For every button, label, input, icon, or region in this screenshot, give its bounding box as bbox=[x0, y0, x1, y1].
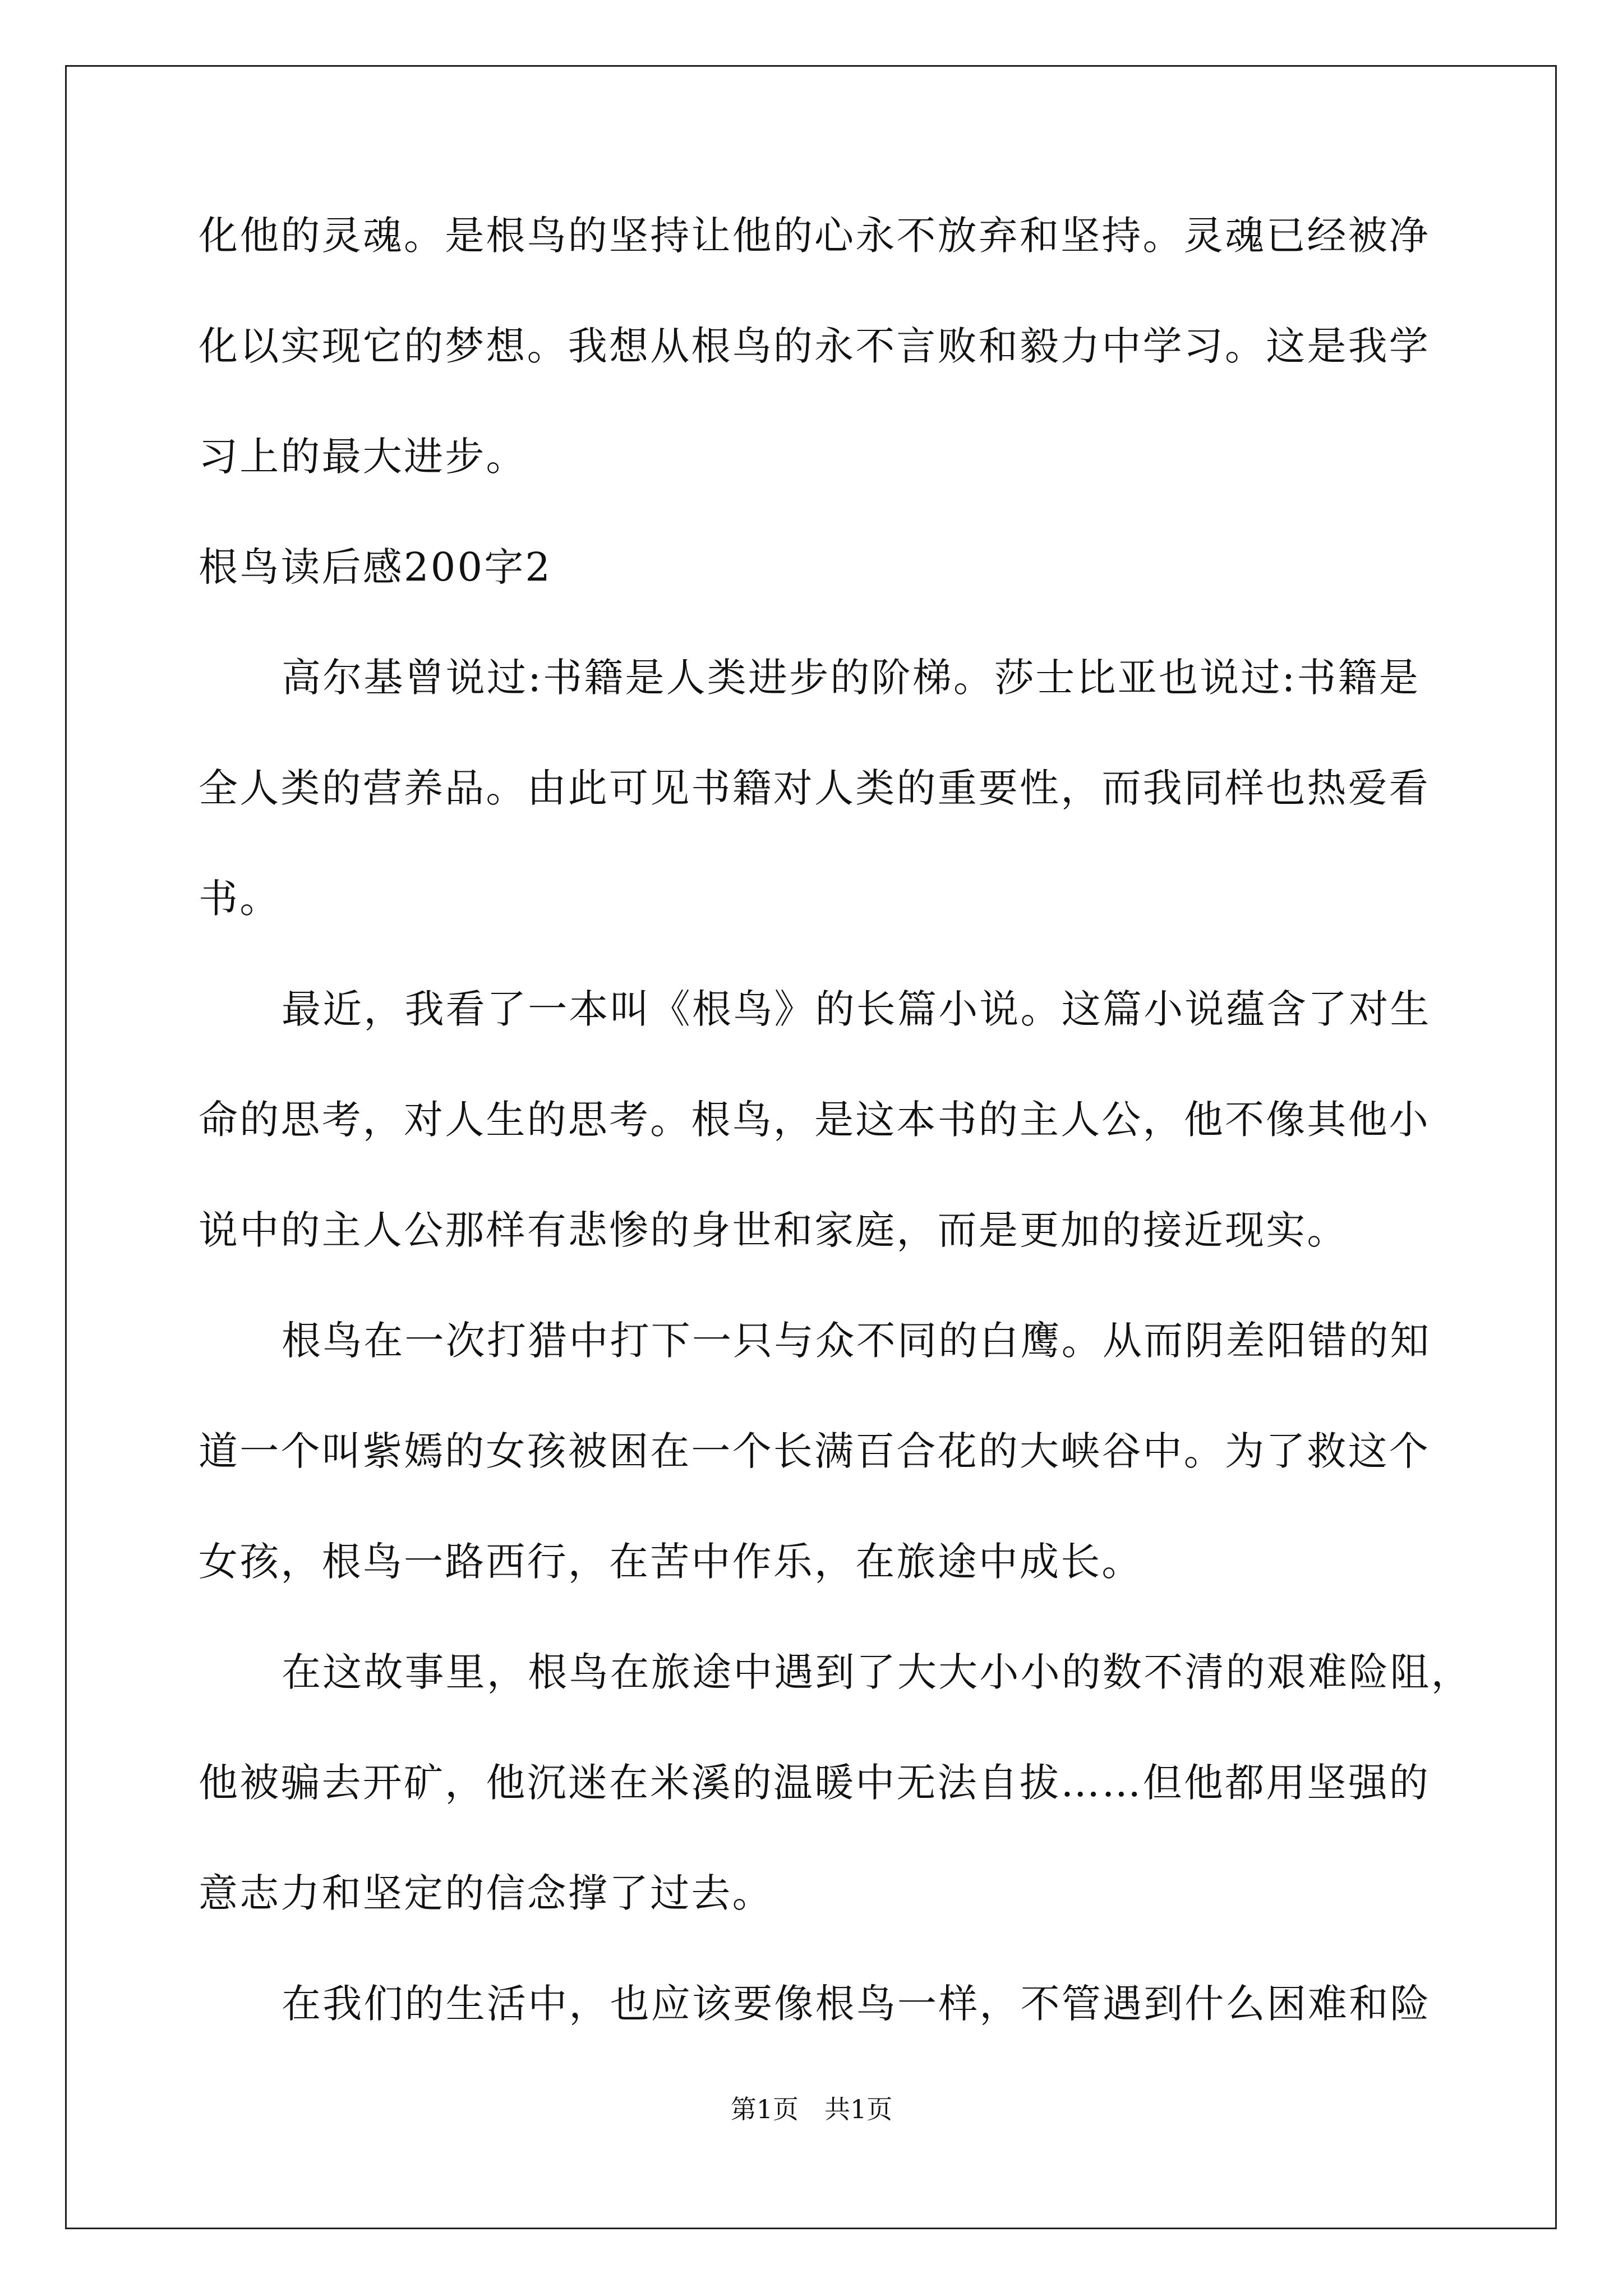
section-heading: 根鸟读后感200字2 bbox=[199, 544, 552, 590]
paragraph-line: 习上的最大进步。 bbox=[199, 434, 527, 480]
paragraph-line: 根鸟在一次打猎中打下一只与众不同的白鹰。从而阴差阳错的知 bbox=[282, 1318, 1431, 1364]
paragraph-line: 化以实现它的梦想。我想从根鸟的永不言败和毅力中学习。这是我学 bbox=[199, 323, 1430, 369]
paragraph-line: 化他的灵魂。是根鸟的坚持让他的心永不放弃和坚持。灵魂已经被净 bbox=[199, 213, 1430, 259]
paragraph-line: 最近，我看了一本叫《根鸟》的长篇小说。这篇小说蕴含了对生 bbox=[282, 986, 1431, 1032]
paragraph-line: 在我们的生活中，也应该要像根鸟一样，不管遇到什么困难和险 bbox=[282, 1981, 1431, 2027]
paragraph-line: 全人类的营养品。由此可见书籍对人类的重要性，而我同样也热爱看 bbox=[199, 765, 1430, 811]
paragraph-line: 书。 bbox=[199, 876, 281, 922]
paragraph-line: 他被骗去开矿，他沉迷在米溪的温暖中无法自拔……但他都用坚强的 bbox=[199, 1760, 1430, 1806]
paragraph-line: 命的思考，对人生的思考。根鸟，是这本书的主人公，他不像其他小 bbox=[199, 1097, 1430, 1143]
paragraph-line: 女孩，根鸟一路西行，在苦中作乐，在旅途中成长。 bbox=[199, 1539, 1143, 1585]
paragraph-line: 说中的主人公那样有悲惨的身世和家庭，而是更加的接近现实。 bbox=[199, 1207, 1348, 1253]
paragraph-line: 在这故事里，根鸟在旅途中遇到了大大小小的数不清的艰难险阻， bbox=[282, 1649, 1472, 1695]
paragraph-line: 道一个叫紫嫣的女孩被困在一个长满百合花的大峡谷中。为了救这个 bbox=[199, 1428, 1430, 1474]
paragraph-line: 意志力和坚定的信念撑了过去。 bbox=[199, 1870, 773, 1916]
paragraph-line: 高尔基曾说过:书籍是人类进步的阶梯。莎士比亚也说过:书籍是 bbox=[282, 655, 1420, 701]
page-footer: 第1页 共1页 bbox=[730, 2094, 893, 2124]
